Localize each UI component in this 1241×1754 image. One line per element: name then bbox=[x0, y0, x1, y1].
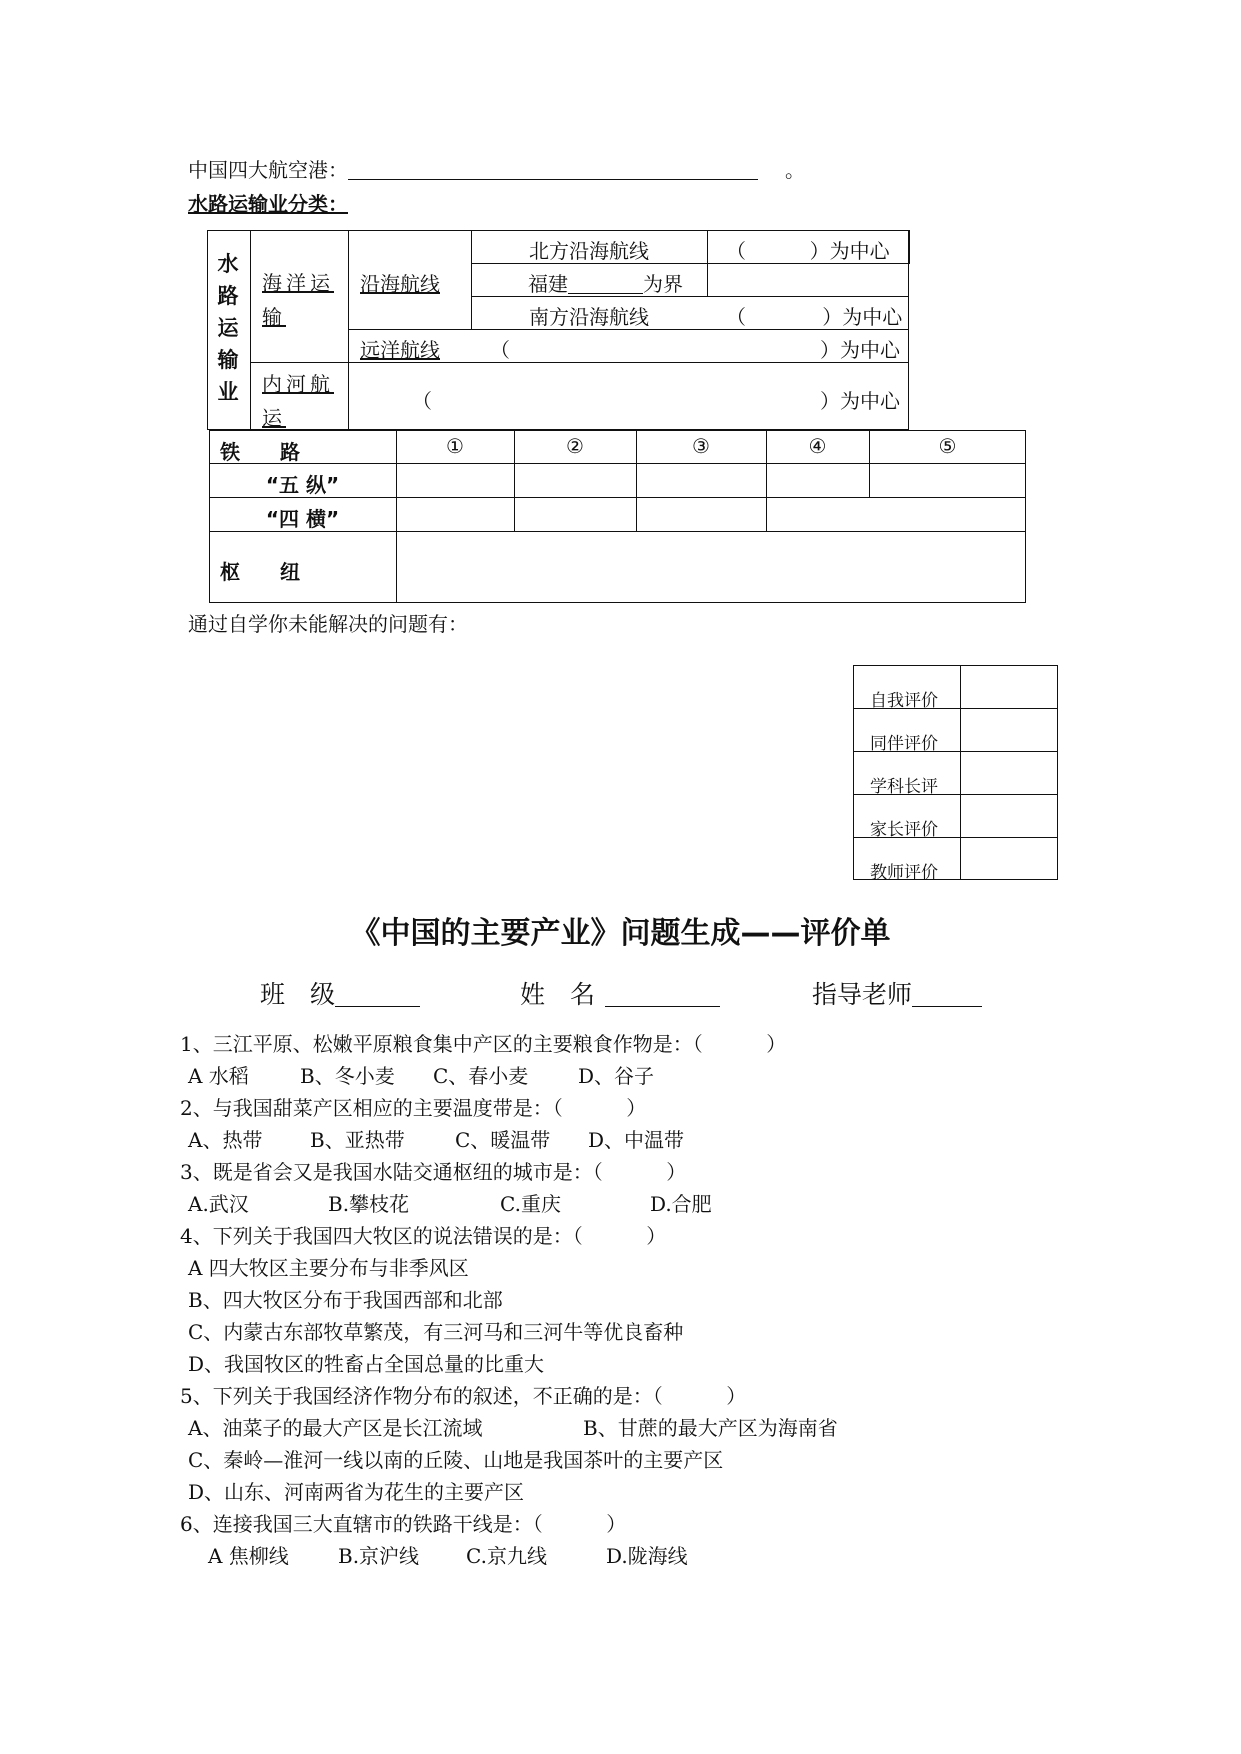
class-label: 班 级 bbox=[260, 980, 336, 1009]
q5-line-b[interactable]: B、甘蔗的最大产区为海南省 bbox=[583, 1416, 838, 1440]
airports-end: 。 bbox=[785, 158, 805, 182]
q4-stem: 4、下列关于我国四大牧区的说法错误的是：（ ） bbox=[180, 1224, 667, 1248]
q1-opt-c[interactable]: C、春小麦 bbox=[433, 1064, 529, 1088]
far-center: ）为中心 bbox=[820, 338, 900, 362]
q3-stem: 3、既是省会又是我国水陆交通枢纽的城市是：（ ） bbox=[180, 1160, 687, 1184]
q4-line-d[interactable]: D、我国牧区的牲畜占全国总量的比重大 bbox=[188, 1352, 545, 1376]
north-route-label: 北方沿海航线 bbox=[529, 239, 649, 263]
inland-open: （ bbox=[412, 389, 432, 413]
teacher-blank[interactable] bbox=[912, 982, 982, 1007]
q1-opt-b[interactable]: B、冬小麦 bbox=[300, 1064, 395, 1088]
q1-stem: 1、三江平原、松嫩平原粮食集中产区的主要粮食作物是：（ ） bbox=[180, 1032, 787, 1056]
q2-stem: 2、与我国甜菜产区相应的主要温度带是：（ ） bbox=[180, 1096, 647, 1120]
fujian-prefix: 福建 bbox=[528, 272, 568, 296]
eval-subject-leader: 学科长评 bbox=[870, 777, 938, 797]
water-side-label: 水 路 运 输 业 bbox=[217, 252, 239, 404]
coastal-label: 沿海航线 bbox=[360, 272, 440, 296]
q6-opt-a[interactable]: A 焦柳线 bbox=[208, 1544, 289, 1568]
north-center: （ ）为中心 bbox=[726, 239, 890, 263]
rail-col-4: ④ bbox=[808, 434, 827, 458]
class-blank[interactable] bbox=[335, 982, 420, 1007]
fujian-suffix: 为界 bbox=[643, 272, 683, 296]
class-field bbox=[260, 975, 420, 1011]
rail-col-1: ① bbox=[446, 434, 464, 458]
inland-label: 内河航运 bbox=[262, 372, 334, 430]
q5-stem: 5、下列关于我国经济作物分布的叙述，不正确的是：（ ） bbox=[180, 1384, 747, 1408]
eval-peer: 同伴评价 bbox=[870, 734, 938, 754]
q3-opt-d[interactable]: D.合肥 bbox=[650, 1192, 712, 1216]
ocean-label: 海洋运输 bbox=[262, 271, 334, 329]
q3-opt-a[interactable]: A.武汉 bbox=[188, 1192, 249, 1216]
name-label: 姓 名 bbox=[520, 980, 596, 1009]
railway-label: 铁 路 bbox=[220, 440, 300, 464]
south-route-label: 南方沿海航线 bbox=[529, 305, 649, 329]
sheet-title: 《中国的主要产业》问题生成——评价单 bbox=[350, 916, 891, 951]
airports-line bbox=[188, 154, 758, 183]
airports-blank[interactable] bbox=[348, 159, 758, 180]
q6-stem: 6、连接我国三大直辖市的铁路干线是：（ ） bbox=[180, 1512, 627, 1536]
q6-opt-c[interactable]: C.京九线 bbox=[466, 1544, 547, 1568]
q6-opt-d[interactable]: D.陇海线 bbox=[606, 1544, 688, 1568]
siheng-label: “四 横” bbox=[265, 507, 340, 531]
name-field bbox=[520, 975, 720, 1011]
far-ocean-label: 远洋航线 bbox=[360, 338, 440, 362]
eval-teacher: 教师评价 bbox=[870, 863, 938, 883]
teacher-label: 指导老师 bbox=[812, 980, 913, 1009]
rail-col-2: ② bbox=[566, 434, 584, 458]
q3-opt-b[interactable]: B.攀枝花 bbox=[328, 1192, 410, 1216]
water-title: 水路运输业分类： bbox=[188, 192, 348, 216]
q5-line-c[interactable]: C、秦岭—淮河一线以南的丘陵、山地是我国茶叶的主要产区 bbox=[188, 1448, 724, 1472]
q1-opt-a[interactable]: A 水稻 bbox=[188, 1064, 249, 1088]
q2-opt-d[interactable]: D、中温带 bbox=[588, 1128, 685, 1152]
q4-line-a[interactable]: A 四大牧区主要分布与非季风区 bbox=[188, 1256, 469, 1280]
q5-line-a[interactable]: A、油菜子的最大产区是长江流域 bbox=[188, 1416, 483, 1440]
q1-opt-d[interactable]: D、谷子 bbox=[578, 1064, 655, 1088]
teacher-field bbox=[812, 975, 982, 1011]
q6-opt-b[interactable]: B.京沪线 bbox=[338, 1544, 420, 1568]
wuzong-label: “五 纵” bbox=[265, 473, 340, 497]
eval-self: 自我评价 bbox=[870, 691, 938, 711]
q2-opt-a[interactable]: A、热带 bbox=[188, 1128, 263, 1152]
fujian-blank[interactable] bbox=[568, 273, 643, 294]
q5-line-d[interactable]: D、山东、河南两省为花生的主要产区 bbox=[188, 1480, 525, 1504]
q4-line-c[interactable]: C、内蒙古东部牧草繁茂，有三河马和三河牛等优良畜种 bbox=[188, 1320, 684, 1344]
airports-label: 中国四大航空港： bbox=[188, 158, 348, 182]
name-blank[interactable] bbox=[605, 982, 720, 1007]
q4-line-b[interactable]: B、四大牧区分布于我国西部和北部 bbox=[188, 1288, 503, 1312]
rail-col-5: ⑤ bbox=[938, 434, 957, 458]
q2-opt-b[interactable]: B、亚热带 bbox=[310, 1128, 405, 1152]
q3-opt-c[interactable]: C.重庆 bbox=[500, 1192, 561, 1216]
far-open: （ bbox=[490, 338, 510, 362]
hub-label: 枢 纽 bbox=[220, 560, 300, 584]
rail-col-3: ③ bbox=[692, 434, 710, 458]
question-prompt: 通过自学你未能解决的问题有： bbox=[188, 612, 468, 636]
fujian-line bbox=[528, 268, 683, 297]
south-center: （ ）为中心 bbox=[726, 305, 903, 329]
inland-center: ）为中心 bbox=[820, 389, 900, 413]
eval-parent: 家长评价 bbox=[870, 820, 938, 840]
q2-opt-c[interactable]: C、暖温带 bbox=[455, 1128, 551, 1152]
